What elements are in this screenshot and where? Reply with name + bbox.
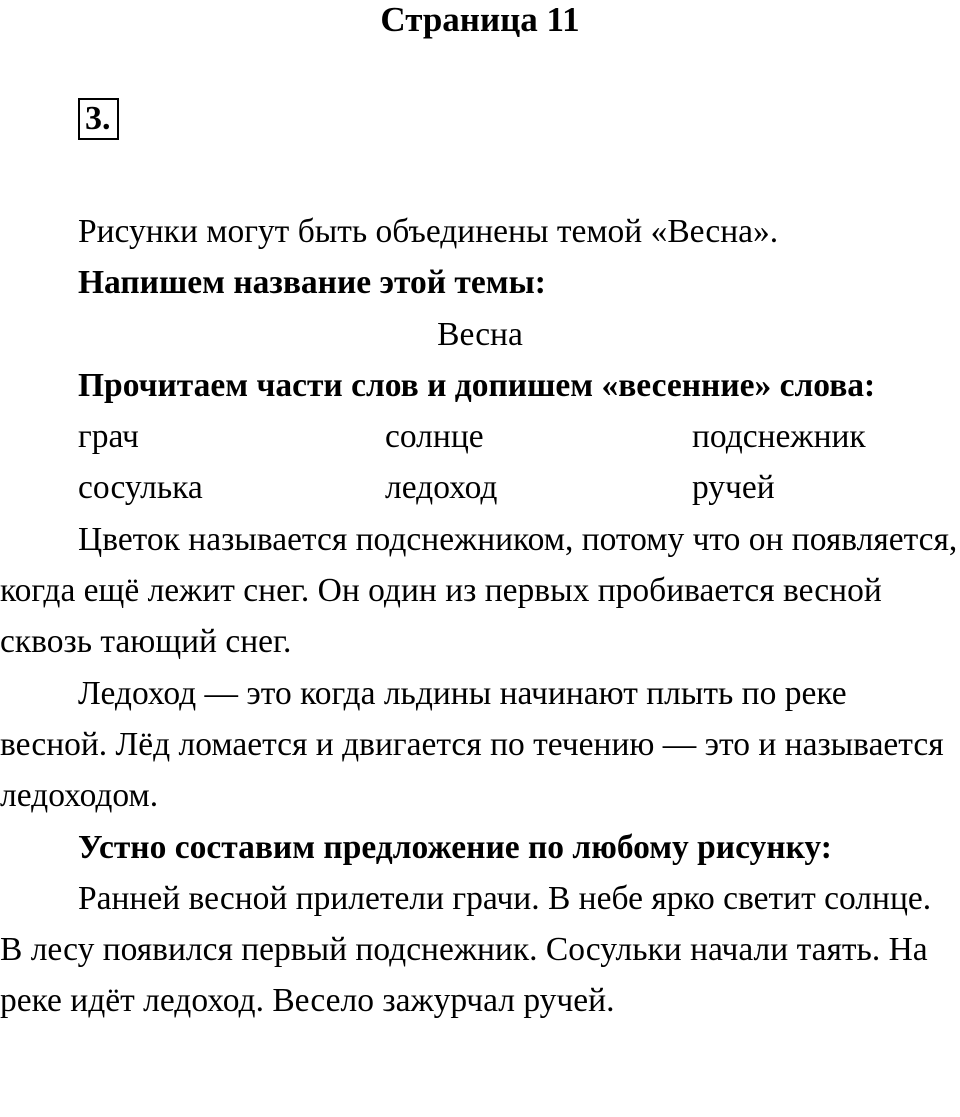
word-item: сосулька: [78, 469, 203, 507]
ice-drift-explanation: Ледоход — это когда льдины начинают плыть по реке весной. Лёд ломается и двигается по течению — это и называется ледоходом.: [0, 674, 944, 815]
intro-text: Рисунки могут быть объединены темой «Весна».: [78, 213, 779, 250]
sentence-prompt: Устно составим предложение по любому рисунку:: [78, 828, 832, 866]
theme-prompt: Напишем название этой темы:: [78, 264, 546, 302]
words-prompt: Прочитаем части слов и допишем «весенние» слова:: [78, 366, 876, 404]
words-grid: [0, 411, 960, 514]
task-number-box: 3.: [78, 98, 119, 140]
sentence-answer: Ранней весной прилетели грачи. В небе ярко светит солнце. В лесу появился первый подснежник. Сосульки начали таять. На реке идёт ледоход. Весело зажурчал ручей.: [0, 879, 932, 1020]
task-content: [0, 206, 960, 1027]
word-item: ледоход: [385, 469, 498, 507]
snowdrop-explanation: Цветок называется подснежником, потому что он появляется, когда ещё лежит снег. Он один из первых пробивается весной сквозь тающий снег.: [0, 520, 958, 661]
page-title: Страница 11: [380, 0, 580, 39]
word-item: подснежник: [692, 418, 866, 456]
word-item: ручей: [692, 469, 775, 507]
word-item: грач: [78, 418, 139, 456]
word-item: солнце: [385, 418, 484, 456]
theme-answer: Весна: [437, 315, 523, 353]
